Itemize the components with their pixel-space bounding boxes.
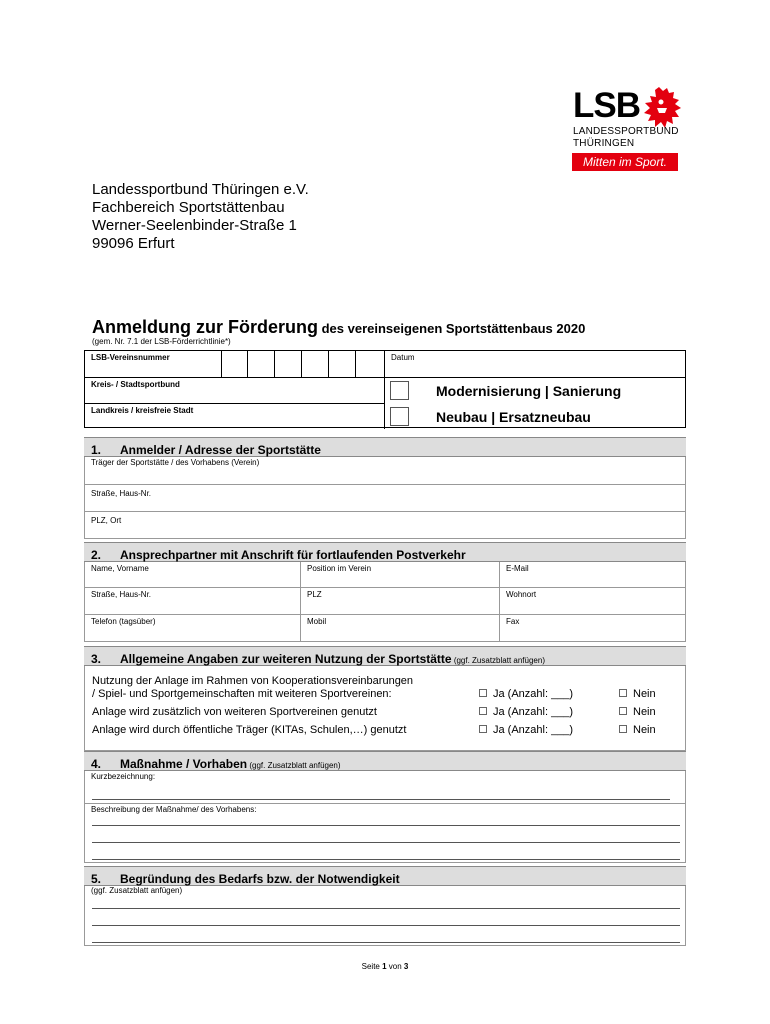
address-line: Fachbereich Sportstättenbau xyxy=(92,199,285,216)
section-note: (ggf. Zusatzblatt anfügen) xyxy=(247,761,341,770)
write-line xyxy=(92,859,680,860)
question-2-no[interactable]: Nein xyxy=(619,706,656,719)
field-label: Kurzbezeichnung: xyxy=(91,772,156,781)
email-field-label: E-Mail xyxy=(506,564,529,573)
section-title xyxy=(120,757,341,771)
write-line xyxy=(92,942,680,943)
form-title-rest: des vereinseigenen Sportstättenbaus 2020 xyxy=(317,321,586,336)
contact-row xyxy=(84,588,686,615)
field-label: (ggf. Zusatzblatt anfügen) xyxy=(91,886,183,895)
lion-logo-icon xyxy=(641,86,683,130)
position-field-label: Position im Verein xyxy=(307,564,372,573)
section-3 xyxy=(84,646,686,751)
form-title-main: Anmeldung zur Förderung xyxy=(92,317,318,337)
section-1 xyxy=(84,437,686,541)
question-3-no[interactable]: Nein xyxy=(619,724,656,737)
recipient-address xyxy=(92,181,309,253)
description-field[interactable] xyxy=(84,804,686,863)
short-title-field[interactable] xyxy=(84,771,686,804)
field-label: Straße, Haus-Nr. xyxy=(91,489,152,498)
street-field-label: Straße, Haus-Nr. xyxy=(91,590,152,599)
logo-slogan: Mitten im Sport. xyxy=(572,153,678,171)
new-construction-checkbox[interactable] xyxy=(390,407,409,426)
justification-field[interactable] xyxy=(84,886,686,946)
section-5 xyxy=(84,866,686,946)
question-2-yes[interactable]: Ja (Anzahl: ___) xyxy=(479,706,573,719)
question-2: Anlage wird zusätzlich von weiteren Sportvereinen genutzt xyxy=(92,706,377,718)
contact-row xyxy=(84,562,686,588)
member-number-label: LSB-Vereinsnummer xyxy=(91,353,170,362)
district-label: Kreis- / Stadtsportbund xyxy=(91,380,180,389)
section-number: 5. xyxy=(91,872,102,886)
section-number: 1. xyxy=(91,443,102,457)
checkbox-icon xyxy=(619,725,627,733)
section-4 xyxy=(84,751,686,863)
logo-line-2: THÜRINGEN xyxy=(573,138,635,149)
name-field-label: Name, Vorname xyxy=(91,564,149,573)
address-line: Werner-Seelenbinder-Straße 1 xyxy=(92,217,297,234)
section-note: (ggf. Zusatzblatt anfügen) xyxy=(451,656,545,665)
question-3: Anlage wird durch öffentliche Träger (KITAs, Schulen,…) genutzt xyxy=(92,724,407,736)
question-1-line-1: Nutzung der Anlage im Rahmen von Kooperationsvereinbarungen xyxy=(92,675,414,687)
modernization-checkbox[interactable] xyxy=(390,381,409,400)
section-number: 4. xyxy=(91,757,102,771)
question-1-no[interactable]: Nein xyxy=(619,688,656,701)
contact-row xyxy=(84,615,686,642)
residence-field-label: Wohnort xyxy=(506,590,537,599)
field-label: Träger der Sportstätte / des Vorhabens (Verein) xyxy=(91,458,260,467)
checkbox-icon xyxy=(479,707,487,715)
checkbox-icon xyxy=(479,725,487,733)
write-line xyxy=(92,908,680,909)
date-label: Datum xyxy=(391,353,415,362)
address-line: 99096 Erfurt xyxy=(92,235,175,252)
section-number: 2. xyxy=(91,548,102,562)
header-box xyxy=(84,350,686,428)
section-number: 3. xyxy=(91,652,102,666)
district-field[interactable] xyxy=(85,378,384,403)
member-number-field[interactable] xyxy=(222,351,384,377)
write-line xyxy=(92,842,680,843)
sponsor-field[interactable] xyxy=(84,457,686,485)
modernization-option-label: Modernisierung | Sanierung xyxy=(436,383,622,399)
write-line xyxy=(92,825,680,826)
county-field[interactable] xyxy=(85,404,384,429)
section-title-text: Allgemeine Angaben zur weiteren Nutzung der Sportstätte xyxy=(120,652,452,666)
section-title: Ansprechpartner mit Anschrift für fortlaufenden Postverkehr xyxy=(120,548,466,562)
write-line xyxy=(92,799,670,800)
section-title xyxy=(120,652,545,666)
write-line xyxy=(92,925,680,926)
form-subtitle: (gem. Nr. 7.1 der LSB-Förderrichtlinie*) xyxy=(92,337,231,346)
section-5-header xyxy=(84,866,686,886)
section-title-text: Maßnahme / Vorhaben xyxy=(120,757,248,771)
form-title xyxy=(92,317,585,338)
street-field[interactable] xyxy=(84,485,686,512)
section-3-header xyxy=(84,646,686,666)
checkbox-icon xyxy=(619,707,627,715)
fax-field-label: Fax xyxy=(506,617,520,626)
city-field[interactable] xyxy=(84,512,686,539)
section-title: Begründung des Bedarfs bzw. der Notwendigkeit xyxy=(120,872,400,886)
section-title: Anmelder / Adresse der Sportstätte xyxy=(120,443,321,457)
new-construction-option-label: Neubau | Ersatzneubau xyxy=(436,409,591,425)
logo-text: LSB xyxy=(573,86,640,125)
logo-line-1: LANDESSPORTBUND xyxy=(573,126,679,137)
date-field[interactable] xyxy=(385,351,685,377)
field-label: Beschreibung der Maßnahme/ des Vorhabens: xyxy=(91,805,257,814)
checkbox-icon xyxy=(619,689,627,697)
usage-questions xyxy=(84,666,686,751)
checkbox-icon xyxy=(479,689,487,697)
field-label: PLZ, Ort xyxy=(91,516,122,525)
zip-field-label: PLZ xyxy=(307,590,322,599)
address-line: Landessportbund Thüringen e.V. xyxy=(92,181,309,198)
question-3-yes[interactable]: Ja (Anzahl: ___) xyxy=(479,724,573,737)
phone-field-label: Telefon (tagsüber) xyxy=(91,617,156,626)
county-label: Landkreis / kreisfreie Stadt xyxy=(91,406,194,415)
section-4-header xyxy=(84,751,686,771)
mobile-field-label: Mobil xyxy=(307,617,327,626)
section-1-header xyxy=(84,437,686,457)
section-2-header xyxy=(84,542,686,562)
section-2 xyxy=(84,542,686,646)
question-1-line-2: / Spiel- und Sportgemeinschaften mit weiteren Sportvereinen: xyxy=(92,688,392,700)
page-number: Seite 1 von 3 xyxy=(361,962,409,971)
question-1-yes[interactable]: Ja (Anzahl: ___) xyxy=(479,688,573,701)
